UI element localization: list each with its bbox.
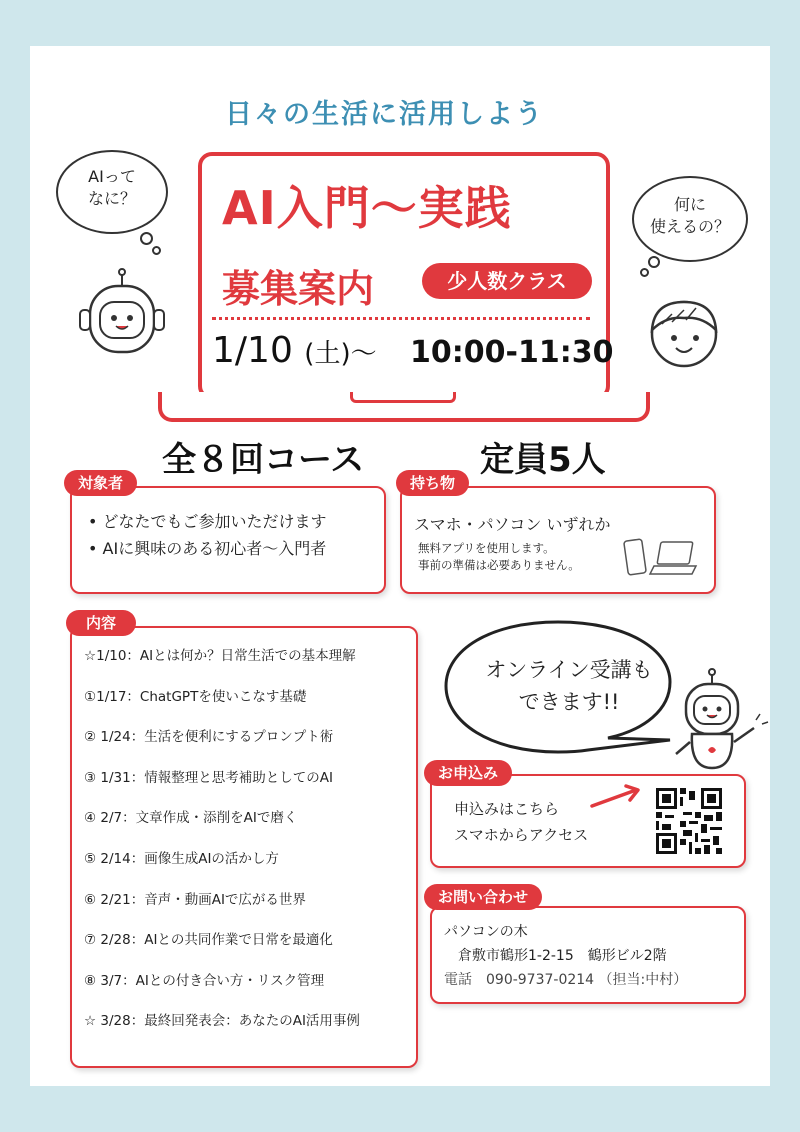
waving-robot-icon (670, 668, 770, 778)
apply-text (454, 796, 588, 848)
target-tab: 対象者 (64, 470, 137, 496)
date-tilde: ～ (350, 339, 377, 369)
start-date (212, 330, 377, 371)
date-day: (土) (304, 339, 351, 369)
robot-icon (72, 268, 172, 358)
qr-code-icon[interactable] (656, 788, 722, 854)
belongings-note-line1: 無料アプリを使用します。 (418, 541, 555, 555)
contact-info (444, 920, 687, 992)
laptop-hinge (350, 392, 456, 403)
date-value: 1/10 (212, 330, 293, 371)
list-item: ⑦ 2/28：AIとの共同作業で日常を最適化 (84, 932, 333, 949)
online-message (472, 654, 666, 718)
bubble-right-line1: 何に (673, 195, 706, 214)
bubble-dot (140, 232, 153, 245)
course-count: 全８回コース (162, 440, 365, 480)
recruitment-title: 募集案内 (222, 267, 375, 311)
bubble-dot (640, 268, 649, 277)
main-title: AI入門～実践 (222, 181, 512, 235)
list-item: ② 1/24：生活を便利にするプロンプト術 (84, 729, 334, 746)
contact-phone: 電話 090-9737-0214 （担当:中村） (444, 972, 688, 988)
belongings-main: スマホ・パソコン いずれか (414, 515, 611, 534)
small-class-badge: 少人数クラス (422, 263, 592, 299)
online-message-line1: オンライン受講も (485, 658, 653, 682)
list-item: ③ 1/31：情報整理と思考補助としてのAI (84, 769, 333, 786)
apply-line2: スマホからアクセス (454, 826, 589, 844)
list-item: ⑧ 3/7：AIとの付き合い方・リスク管理 (84, 972, 325, 989)
list-item: • どなたでもご参加いただけます (88, 512, 327, 531)
capacity: 定員5人 (480, 440, 606, 480)
bubble-left-line2: なに？ (87, 189, 136, 208)
belongings-tab: 持ち物 (396, 470, 469, 496)
smartphone-laptop-icon (620, 536, 704, 582)
bubble-left-line1: AIって (88, 167, 136, 186)
list-item: ⑥ 2/21：音声・動画AIで広がる世界 (84, 891, 306, 908)
thought-bubble-left (56, 150, 168, 234)
thought-bubble-right (632, 176, 748, 262)
contents-list (84, 644, 410, 1050)
tagline: 日々の生活に活用しよう (225, 99, 544, 130)
contact-address: 倉敷市鶴形1-2-15 鶴形ビル2階 (458, 948, 667, 964)
contact-name: パソコンの木 (444, 924, 528, 940)
dotted-divider (212, 317, 590, 320)
apply-line1: 申込みはこちら (454, 800, 560, 818)
list-item: ①1/17：ChatGPTを使いこなす基礎 (84, 688, 307, 705)
contents-tab: 内容 (66, 610, 136, 636)
bubble-dot (648, 256, 660, 268)
target-list (88, 508, 378, 562)
arrow-right-icon (588, 782, 644, 812)
list-item: ⑤ 2/14：画像生成AIの活かし方 (84, 850, 279, 867)
list-item: ④ 2/7：文章作成・添削をAIで磨く (84, 810, 298, 827)
time-range: 10:00-11:30 (410, 335, 614, 370)
list-item: • AIに興味のある初心者～入門者 (88, 539, 327, 558)
belongings-note-line2: 事前の準備は必要ありません。 (418, 558, 580, 572)
bubble-dot (152, 246, 161, 255)
contact-tab: お問い合わせ (424, 884, 542, 910)
belongings-note (418, 540, 580, 574)
online-message-line2: できます!! (518, 690, 620, 714)
apply-tab: お申込み (424, 760, 512, 786)
person-face-icon (642, 294, 726, 370)
bubble-right-line2: 使えるの？ (649, 217, 730, 236)
list-item: ☆ 3/28：最終回発表会：あなたのAI活用事例 (84, 1013, 360, 1030)
list-item: ☆1/10：AIとは何か？日常生活での基本理解 (84, 648, 356, 664)
